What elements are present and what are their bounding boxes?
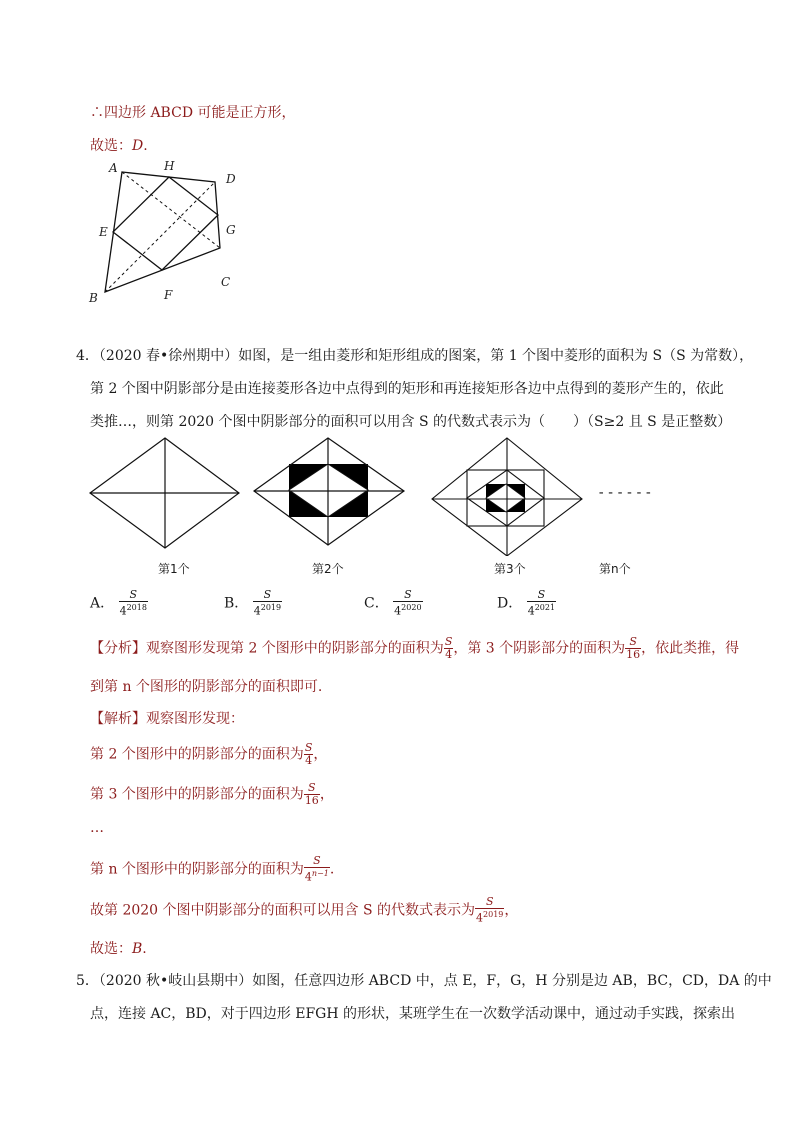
solution-answer-prefix: 故选： bbox=[90, 941, 132, 957]
solution-line2 bbox=[90, 782, 334, 807]
solution-tag: 【解析】 bbox=[90, 711, 146, 727]
solution-text-0: 观察图形发现： bbox=[146, 711, 244, 727]
analysis-fraction-2 bbox=[625, 636, 641, 661]
option-c-exp: 2020 bbox=[401, 603, 422, 612]
q4-line2: 第 2 个图中阴影部分是由连接菱形各边中点得到的矩形和再连接矩形各边中点得到的菱形产生的，依此 bbox=[90, 381, 724, 397]
quad-efgh bbox=[113, 177, 218, 270]
analysis-text-2: ，第 3 个阴影部分的面积为 bbox=[453, 640, 626, 657]
conclusion-text: ∴四边形 ABCD 可能是正方形， bbox=[90, 105, 296, 121]
analysis-f1-den: 4 bbox=[445, 648, 453, 661]
solution-answer bbox=[90, 938, 147, 958]
pattern-figure-2 bbox=[252, 436, 408, 556]
solution-text-2: 第 3 个图形中的阴影部分的面积为 bbox=[90, 786, 304, 803]
diagonal-bd bbox=[105, 182, 215, 292]
solution-answer-letter: B bbox=[132, 941, 143, 957]
diagonal-ac bbox=[122, 172, 220, 248]
solution-answer-end: . bbox=[142, 941, 147, 957]
solution-fraction-2 bbox=[304, 782, 320, 807]
pattern-figure-3 bbox=[430, 436, 584, 556]
caption-fig2: 第2个 bbox=[312, 562, 344, 576]
option-d-num: S bbox=[527, 589, 556, 602]
option-b-base: 4 bbox=[253, 604, 261, 618]
option-d-base: 4 bbox=[527, 604, 535, 618]
q5-line2: 点，连接 AC，BD，对于四边形 EFGH 的形状，某班学生在一次数学活动课中，通过动手实践，探索出 bbox=[90, 1006, 736, 1022]
solution-line3 bbox=[90, 855, 334, 884]
caption-fig3: 第3个 bbox=[494, 562, 526, 576]
analysis-line1 bbox=[90, 636, 739, 661]
solution-fraction-1 bbox=[304, 742, 314, 767]
label-c: C bbox=[221, 275, 231, 289]
label-g: G bbox=[226, 223, 236, 237]
solution-fraction-4 bbox=[475, 896, 504, 925]
option-a-letter: A． bbox=[90, 595, 115, 612]
solution-fraction-3 bbox=[304, 855, 330, 884]
solution-f3-base: 4 bbox=[304, 870, 312, 884]
solution-line0 bbox=[90, 708, 244, 728]
q5-line1: 5．（2020 秋•岐山县期中）如图，任意四边形 ABCD 中，点 E，F，G，H 分别是边 AB，BC，CD，DA 的中 bbox=[76, 973, 772, 989]
q4-line1: 4．（2020 春•徐州期中）如图，是一组由菱形和矩形组成的图案，第 1 个图中菱形的面积为 S（S 为常数）， bbox=[76, 348, 754, 364]
analysis-f2-den: 16 bbox=[626, 648, 641, 661]
option-d-exp: 2021 bbox=[534, 603, 556, 612]
solution-f2-den: 16 bbox=[304, 794, 319, 807]
option-a-fraction bbox=[119, 589, 148, 618]
option-d bbox=[497, 589, 556, 618]
solution-text-4: 故第 2020 个图中阴影部分的面积可以用含 S 的代数式表示为 bbox=[90, 902, 476, 919]
solution-dots: … bbox=[90, 820, 104, 836]
option-c-num: S bbox=[393, 589, 422, 602]
solution-f1-den: 4 bbox=[305, 754, 313, 767]
solution-end-1: ， bbox=[313, 746, 328, 763]
answer-prefix: 故选： bbox=[90, 138, 132, 154]
continuation-dashes: ------ bbox=[597, 485, 654, 501]
option-c-fraction bbox=[393, 589, 422, 618]
solution-line4 bbox=[90, 896, 518, 925]
solution-f4-base: 4 bbox=[476, 911, 484, 925]
label-h: H bbox=[164, 159, 175, 173]
analysis-line2: 到第 n 个图形的阴影部分的面积即可. bbox=[90, 679, 323, 695]
label-f: F bbox=[164, 288, 173, 302]
option-a-exp: 2018 bbox=[126, 603, 147, 612]
option-b bbox=[224, 589, 282, 618]
analysis-f2-num: S bbox=[625, 636, 641, 649]
label-d: D bbox=[226, 172, 236, 186]
label-e: E bbox=[99, 225, 108, 239]
option-d-fraction bbox=[527, 589, 556, 618]
analysis-tag: 【分析】 bbox=[90, 640, 146, 657]
label-b: B bbox=[89, 291, 98, 305]
answer-letter: D bbox=[132, 138, 144, 154]
solution-text-3: 第 n 个图形中的阴影部分的面积为 bbox=[90, 861, 304, 878]
solution-f3-exp: n−1 bbox=[311, 869, 329, 878]
analysis-text-3: ，依此类推，得 bbox=[641, 640, 740, 657]
option-b-fraction bbox=[253, 589, 282, 618]
solution-f1-num: S bbox=[304, 741, 313, 754]
option-b-exp: 2019 bbox=[260, 603, 282, 612]
option-d-letter: D． bbox=[497, 595, 523, 612]
analysis-fraction-1 bbox=[444, 636, 454, 661]
option-a-base: 4 bbox=[119, 604, 127, 618]
option-a-num: S bbox=[119, 589, 148, 602]
option-c-base: 4 bbox=[394, 604, 402, 618]
label-a: A bbox=[109, 161, 118, 175]
solution-line1 bbox=[90, 742, 327, 767]
answer-end: . bbox=[143, 138, 148, 154]
caption-fig1: 第1个 bbox=[158, 562, 190, 576]
option-c bbox=[364, 589, 423, 618]
option-c-letter: C． bbox=[364, 595, 389, 612]
pattern-figure-1 bbox=[88, 436, 242, 556]
solution-end-2: ， bbox=[319, 786, 334, 803]
solution-text-1: 第 2 个图形中的阴影部分的面积为 bbox=[90, 746, 304, 763]
quad-abcd bbox=[105, 172, 220, 292]
solution-end-4: ， bbox=[504, 902, 519, 919]
solution-f2-num: S bbox=[304, 782, 320, 795]
option-b-num: S bbox=[253, 589, 282, 602]
q4-line3: 类推…，则第 2020 个图中阴影部分的面积可以用含 S 的代数式表示为（ ）（S≥2 且 S 是正整数） bbox=[90, 414, 732, 430]
solution-f4-num: S bbox=[475, 896, 504, 909]
quadrilateral-figure bbox=[85, 152, 260, 307]
caption-fign: 第n个 bbox=[599, 562, 631, 576]
option-b-letter: B． bbox=[224, 595, 249, 612]
solution-f3-num: S bbox=[304, 855, 330, 868]
solution-end-3: . bbox=[329, 861, 335, 878]
solution-f4-exp: 2019 bbox=[483, 910, 504, 919]
analysis-text-1: 观察图形发现第 2 个图形中的阴影部分的面积为 bbox=[146, 640, 444, 657]
analysis-f1-num: S bbox=[444, 635, 453, 648]
option-a bbox=[90, 589, 148, 618]
